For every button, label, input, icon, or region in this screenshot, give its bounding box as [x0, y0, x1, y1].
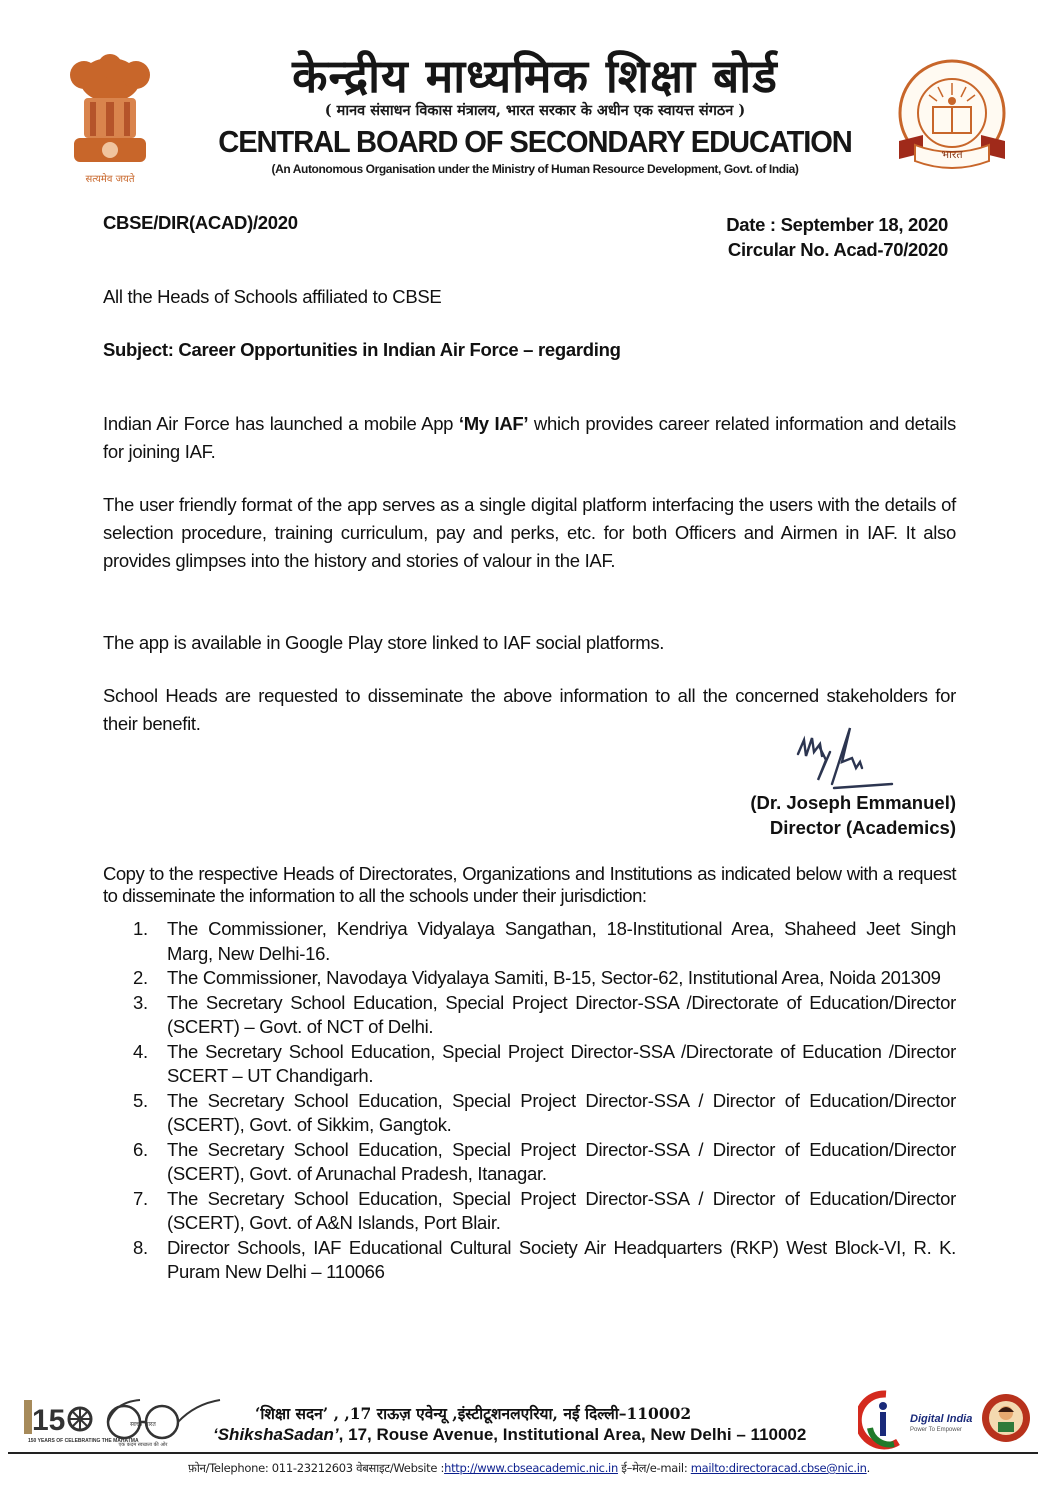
- body-paragraph-3: The app is available in Google Play store linked to IAF social platforms.: [103, 632, 665, 653]
- hindi-org-subtitle: ( मानव संसाधन विकास मंत्रालय, भारत सरकार के अधीन एक स्वायत्त संगठन ): [324, 102, 746, 119]
- svg-text:सत्यमेव जयते: सत्यमेव जयते: [85, 174, 135, 185]
- list-item: 1. The Commissioner, Kendriya Vidyalaya Sangathan, 18-Institutional Area, Shaheed Jeet Singh Marg, New Delhi-16.: [133, 918, 956, 964]
- circular-date: Date : September 18, 2020: [726, 214, 948, 235]
- email-link[interactable]: mailto:directoracad.cbse@nic.in: [690, 1461, 867, 1475]
- date-block: [726, 212, 948, 262]
- list-item: 3. The Secretary School Education, Special Project Director-SSA /Directorate of Education/Director (SCERT) – Govt. of NCT of Delhi.: [133, 991, 956, 1037]
- list-item: 8. Director Schools, IAF Educational Cultural Society Air Headquarters (RKP) West Block-VI, R. K. Puram New Delhi – 110066: [133, 1236, 956, 1282]
- english-org-title: CENTRAL BOARD OF SECONDARY EDUCATION: [218, 124, 852, 159]
- footer-contact-line: फ़ोन/Telephone: 011-23212603 वेबसाइट/Website :http://www.cbseacademic.nic.in ई–मेल/e-mail: mailto:directoracad.cbse@nic.in.: [187, 1461, 871, 1475]
- svg-text:एक कदम स्वच्छता की ओर: एक कदम स्वच्छता की ओर: [118, 1442, 168, 1448]
- circular-number: Circular No. Acad-70/2020: [727, 239, 948, 260]
- svg-text:150 YEARS OF CELEBRATING THE M: 150 YEARS OF CELEBRATING THE MAHATMA: [28, 1438, 139, 1444]
- beti-bachao-logo-icon: [980, 1392, 1032, 1444]
- list-item: 2. The Commissioner, Navodaya Vidyalaya Samiti, B-15, Sector-62, Institutional Area, Noida 201309: [133, 967, 941, 988]
- svg-text:स्वच्छ भारत: स्वच्छ भारत: [130, 1421, 156, 1428]
- addressee: All the Heads of Schools affiliated to CBSE: [103, 286, 442, 307]
- svg-text:Power To Empower: Power To Empower: [910, 1427, 962, 1433]
- copy-to-intro: Copy to the respective Heads of Directorates, Organizations and Institutions as indicated below with a request to disseminate the information to all the schools under their jurisdiction:: [103, 863, 956, 906]
- footer-divider: [8, 1452, 1038, 1454]
- english-org-subtitle: (An Autonomous Organisation under the Ministry of Human Resource Development, Govt. of India): [271, 162, 799, 176]
- signatory-block: [750, 790, 956, 840]
- digital-india-logo-icon: [858, 1388, 978, 1450]
- list-item: 4. The Secretary School Education, Special Project Director-SSA /Directorate of Education /Director SCERT – UT Chandigarh.: [133, 1040, 956, 1086]
- list-item: 6. The Secretary School Education, Special Project Director-SSA / Director of Education/Director (SCERT), Govt. of Arunachal Pradesh, Itanagar.: [133, 1138, 956, 1184]
- website-link[interactable]: http://www.cbseacademic.nic.in: [444, 1461, 618, 1475]
- copy-to-list: [103, 917, 956, 1285]
- signatory-name: (Dr. Joseph Emmanuel): [750, 792, 956, 813]
- list-item: 5. The Secretary School Education, Special Project Director-SSA / Director of Education/Director (SCERT), Govt. of Sikkim, Gangtok.: [133, 1089, 956, 1135]
- app-name: ‘My IAF’: [458, 413, 529, 434]
- body-paragraph-4: School Heads are requested to disseminate the above information to all the concerned stakeholders for their benefit.: [103, 685, 956, 734]
- list-item: 7. The Secretary School Education, Special Project Director-SSA / Director of Education/Director (SCERT), Govt. of A&N Islands, Port Blair.: [133, 1187, 956, 1233]
- footer-english-address: ‘ShikshaSadan’, 17, Rouse Avenue, Institutional Area, New Delhi – 110002: [213, 1425, 807, 1444]
- svg-text:भारत: भारत: [941, 148, 963, 161]
- svg-text:Digital India: Digital India: [910, 1413, 973, 1425]
- signatory-designation: Director (Academics): [769, 817, 956, 838]
- svg-text:15: 15: [32, 1404, 66, 1437]
- national-emblem-icon: [62, 50, 158, 190]
- signature-icon: [790, 722, 905, 797]
- gandhi-swachh-bharat-logos: [20, 1392, 240, 1450]
- hindi-org-title: केन्द्रीय माध्यमिक शिक्षा बोर्ड: [292, 49, 778, 103]
- cbse-seal-icon: [893, 55, 1011, 185]
- reference-number: CBSE/DIR(ACAD)/2020: [103, 212, 298, 233]
- subject-line: Subject: Career Opportunities in Indian Air Force – regarding: [103, 339, 621, 360]
- body-paragraph-1: Indian Air Force has launched a mobile App ‘My IAF’ which provides career related information and details for joining IAF.: [103, 413, 956, 462]
- footer-hindi-address: ‘शिक्षा सदन’ , ,17 राऊज़ एवेन्यू ,इंस्टीटूशनलएरिया, नई दिल्ली–110002: [255, 1404, 692, 1423]
- body-paragraph-2: The user friendly format of the app serves as a single digital platform interfacing the users with the details of selection procedure, training curriculum, pay and perks, etc. for both Officers and Airmen in IAF. It also provides glimpses into the history and stories of valour in the IAF.: [103, 494, 956, 571]
